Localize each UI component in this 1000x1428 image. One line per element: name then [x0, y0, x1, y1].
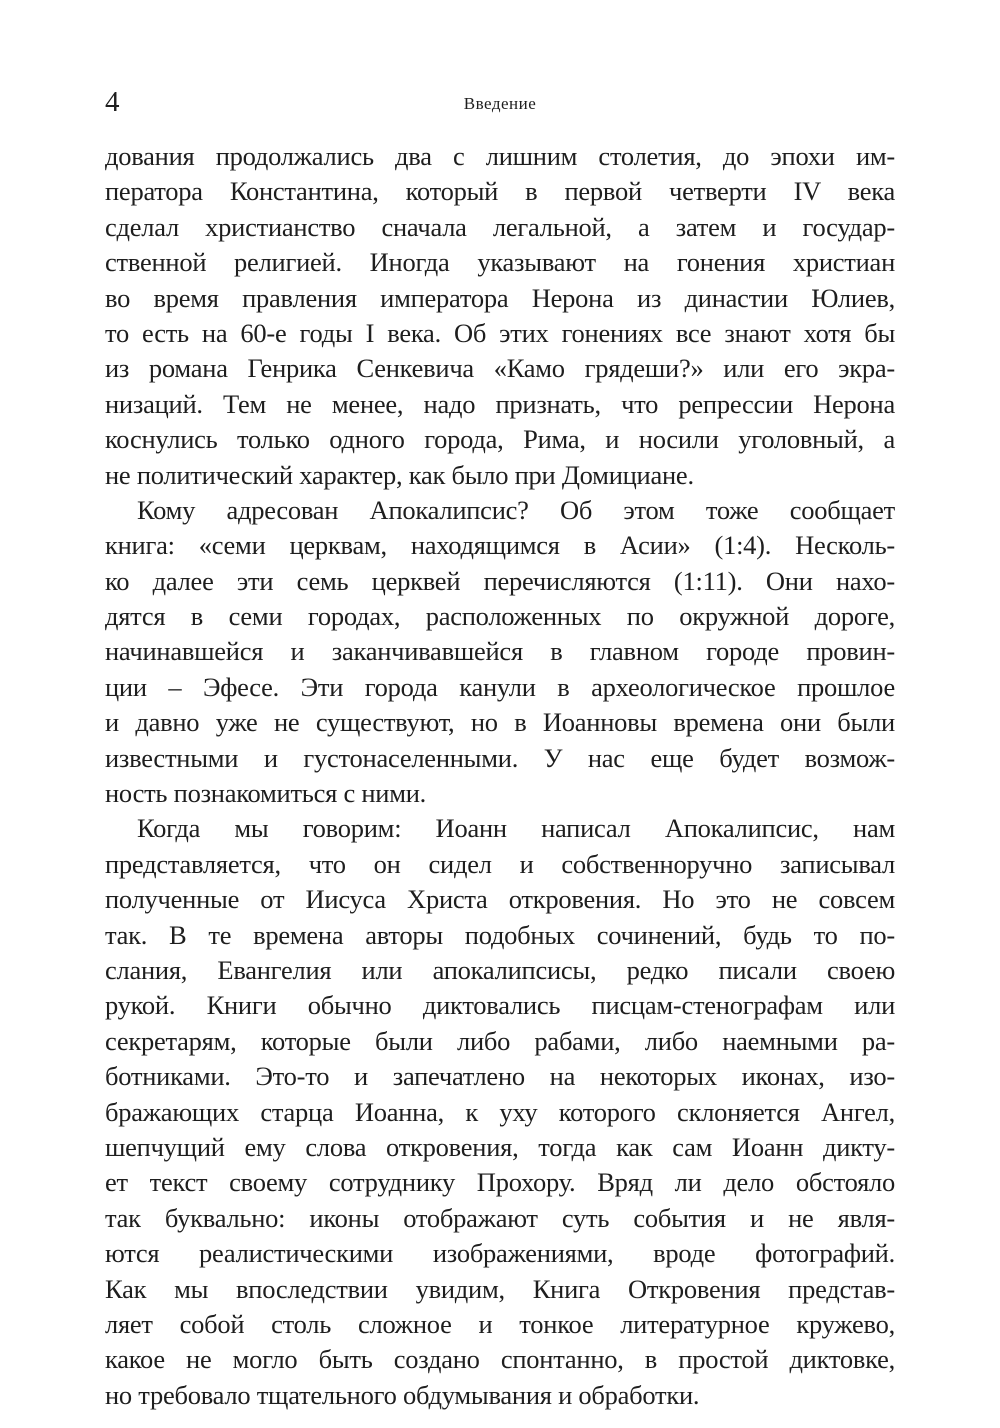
text-line: дятся в семи городах, расположенных по окружной дороге, — [105, 601, 895, 632]
text-line: и давно уже не существуют, но в Иоанновы времена они были — [105, 707, 895, 738]
text-line: из романа Генрика Сенкевича «Камо грядеши?» или его экра- — [105, 353, 895, 384]
text-line: ет текст своему сотруднику Прохору. Вряд ли дело обстояло — [105, 1167, 895, 1198]
text-line: секретарям, которые были либо рабами, либо наемными ра- — [105, 1025, 895, 1056]
text-line: книга: «семи церквам, находящимся в Асии» (1:4). Несколь- — [105, 530, 895, 561]
text-line: рукой. Книги обычно диктовались писцам-стенографам или — [105, 990, 895, 1021]
text-line: ции – Эфесе. Эти города канули в археологическое прошлое — [105, 671, 895, 702]
text-line: ператора Константина, который в первой четверти IV века — [105, 176, 895, 207]
text-line: так. В те времена авторы подобных сочинений, будь то по- — [105, 919, 895, 950]
running-title: Введение — [463, 94, 537, 113]
text-line: ляет собой столь сложное и тонкое литературное кружево, — [105, 1308, 895, 1339]
text-line: ственной религией. Иногда указывают на гонения христиан — [105, 247, 895, 278]
text-line: то есть на 60-е годы I века. Об этих гонениях все знают хотя бы — [105, 317, 895, 348]
text-line: какое не могло быть создано спонтанно, в простой диктовке, — [105, 1344, 895, 1375]
text-line: ность познакомиться с ними. — [105, 778, 427, 809]
text-line: шепчущий ему слова откровения, тогда как сам Иоанн дикту- — [105, 1131, 895, 1162]
page-header — [105, 84, 895, 120]
text-line: бражающих старца Иоанна, к уху которого склоняется Ангел, — [105, 1096, 895, 1127]
text-line: Кому адресован Апокалипсис? Об этом тоже сообщает — [137, 494, 895, 525]
text-line: но требовало тщательного обдумывания и обработки. — [105, 1379, 700, 1410]
paragraph — [105, 811, 895, 1413]
text-line: коснулись только одного города, Рима, и носили уголовный, а — [105, 424, 895, 455]
page-number: 4 — [105, 86, 120, 118]
text-line: Как мы впоследствии увидим, Книга Откровения представ- — [105, 1273, 895, 1304]
text-line: ются реалистическими изображениями, вроде фотографий. — [105, 1238, 895, 1269]
text-line: начинавшейся и заканчивавшейся в главном городе провин- — [105, 636, 895, 667]
text-line: Когда мы говорим: Иоанн написал Апокалипсис, нам — [137, 813, 895, 844]
text-line: дования продолжались два с лишним столетия, до эпохи им- — [105, 141, 895, 171]
text-line: известными и густонаселенными. У нас еще будет возмож- — [105, 742, 895, 773]
text-line: так буквально: иконы отображают суть события и не явля- — [105, 1202, 895, 1233]
text-line: представляется, что он сидел и собственноручно записывал — [105, 848, 895, 879]
text-line: ботниками. Это-то и запечатлено на некоторых иконах, изо- — [105, 1061, 895, 1092]
text-line: ко далее эти семь церквей перечисляются (1:11). Они нахо- — [105, 565, 895, 596]
text-line: не политический характер, как было при Домициане. — [105, 459, 694, 490]
text-line: низаций. Тем не менее, надо признать, что репрессии Нерона — [105, 388, 895, 419]
text-line: во время правления императора Нерона из династии Юлиев, — [105, 282, 895, 313]
text-line: сделал христианство сначала легальной, а затем и государ- — [105, 211, 895, 242]
text-line: полученные от Иисуса Христа откровения. Но это не совсем — [105, 884, 895, 915]
page-body — [105, 139, 895, 1413]
paragraph — [105, 139, 895, 493]
paragraph — [105, 493, 895, 812]
text-line: слания, Евангелия или апокалипсисы, редко писали своею — [105, 954, 895, 985]
